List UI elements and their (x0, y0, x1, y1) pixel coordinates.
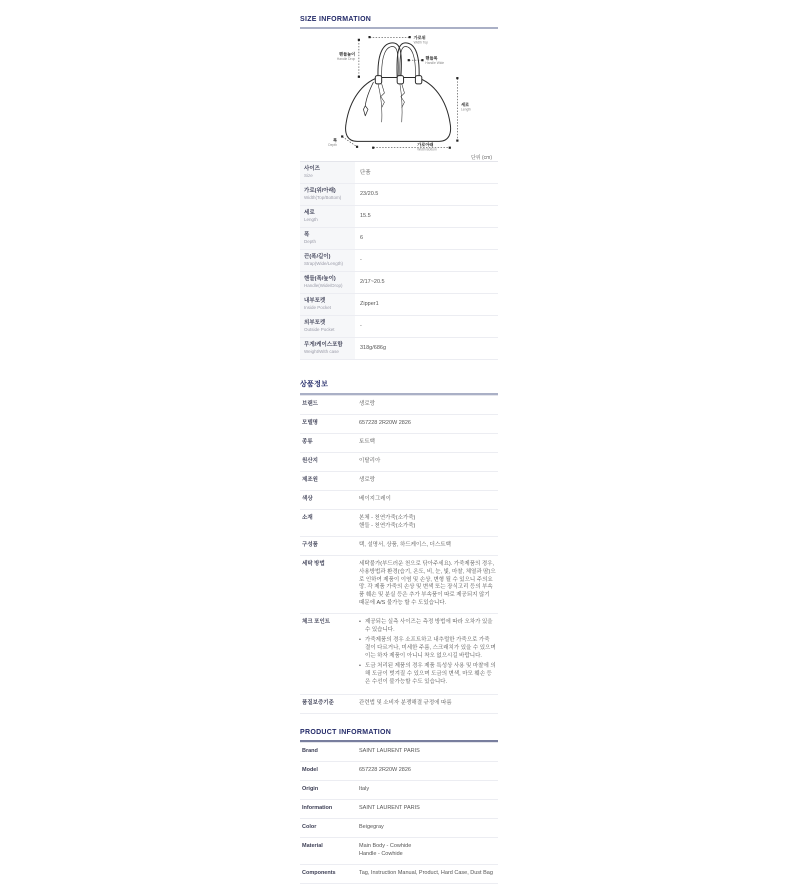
material-line-1: 본체 - 천연가죽(소가죽) (359, 514, 416, 521)
size-table (300, 161, 498, 360)
row-label: 품질보증기준 (302, 700, 334, 707)
row-label: 제조원 (302, 476, 318, 483)
row-label: Origin (302, 786, 319, 793)
row-value: 657228 2R20W 2826 (359, 419, 411, 426)
row-value: 23/20.5 (360, 191, 379, 198)
handle-drop-measure (337, 39, 360, 78)
info-row-material (300, 510, 498, 537)
row-value: 단품 (360, 170, 371, 177)
row-value: 토트백 (359, 438, 375, 445)
row-value: 베이지그레이 (359, 495, 391, 502)
row-value: 657228 2R20W 2826 (359, 767, 411, 774)
handle-wide-label-ko: 핸들폭 (425, 55, 438, 61)
row-value: Italy (359, 786, 370, 793)
row-label-ko: 끈(폭/길이) (304, 253, 331, 260)
row-value: Beigegray (359, 823, 384, 830)
size-row-depth (300, 228, 498, 250)
bullet-icon: • (359, 619, 361, 626)
product-info-ko-title: 상품정보 (300, 376, 498, 395)
bullet-icon: • (359, 663, 361, 670)
en-row-origin (300, 781, 498, 800)
row-value: 6 (360, 235, 364, 242)
row-value: 생로랑 (359, 400, 375, 407)
checkpoint-bullet-1: • 제공되는 실측 사이즈는 측정 방법에 따라 오차가 있을 수 있습니다. (359, 619, 493, 634)
row-label-en: Handle(Wide/Drop) (304, 283, 343, 289)
en-row-model (300, 762, 498, 781)
row-label-ko: 세로 (304, 209, 315, 216)
depth-label-en: Depth (328, 142, 337, 147)
row-label-en: Weight/With case (304, 349, 339, 355)
unit-label: 단위 (cm) (470, 155, 492, 161)
material-line-1: Main Body - Cowhide (359, 842, 412, 849)
row-label: 세탁 방법 (302, 560, 325, 567)
row-label: 모델명 (302, 419, 318, 426)
row-value: Zipper1 (360, 301, 379, 308)
row-label-ko: 사이즈 (304, 166, 320, 172)
row-label: 구성품 (302, 541, 318, 548)
row-value: 2/17~20.5 (360, 279, 385, 286)
info-row-type (300, 434, 498, 453)
en-row-brand (300, 743, 498, 762)
row-label-ko: 외부포켓 (304, 319, 326, 326)
info-row-brand (300, 396, 498, 415)
row-label: 원산지 (302, 457, 318, 464)
width-bottom-label-en: Width Bottom (417, 147, 437, 152)
size-row-weight (300, 338, 498, 360)
en-row-material (300, 838, 498, 865)
row-label: 종류 (302, 438, 313, 445)
row-label: 소재 (302, 514, 313, 521)
row-label: Information (302, 805, 333, 812)
size-information-title: SIZE INFORMATION (300, 13, 498, 29)
product-information-en-table (300, 742, 498, 884)
width-bottom-measure (372, 141, 451, 152)
row-value: - (360, 323, 362, 330)
row-value: SAINT LAURENT PARIS (359, 748, 420, 755)
page-content (300, 0, 498, 884)
handle-drop-label-en: Handle Drop (336, 57, 356, 62)
width-top-measure (368, 34, 428, 45)
size-row-size (300, 162, 498, 184)
width-top-label-ko: 가로위 (413, 34, 426, 40)
en-row-color (300, 819, 498, 838)
row-value: 15.5 (360, 213, 371, 220)
bag-illustration (307, 31, 491, 155)
handle-wide-measure (408, 54, 445, 65)
row-label: Brand (302, 748, 318, 755)
info-row-warranty (300, 695, 498, 714)
row-value: - (360, 257, 362, 264)
row-label-en: Strap(Wide/Length) (304, 261, 344, 267)
info-row-color (300, 491, 498, 510)
info-row-origin (300, 453, 498, 472)
handle-wide-label-en: Handle Wide (425, 60, 445, 65)
info-row-model (300, 415, 498, 434)
checkpoint-bullet-2: • 가죽제품의 경우 소프트하고 내추럴한 가죽으로 가죽 결이 다르거나, 미세한 주름, 스크래치가 있을 수 있으며 이는 하자 제품이 아니니 착오 없으시길 바랍니다. (359, 637, 496, 660)
row-value: SAINT LAURENT PARIS (359, 805, 420, 812)
product-information-en-title: PRODUCT INFORMATION (300, 726, 498, 742)
checkpoint-bullet-3: • 도금 처리된 제품의 경우 제품 특성상 사용 및 마찰에 의해 도금이 벗겨질 수 있으며 도금의 변색, 마모 훼손 등은 수선이 불가능할 수도 있습니다. (359, 663, 496, 686)
size-row-handle (300, 272, 498, 294)
row-label-en: Width(Top/Bottom) (304, 195, 342, 201)
en-row-information (300, 800, 498, 819)
row-label-ko: 핸들(폭/높이) (304, 275, 336, 282)
info-row-washing (300, 556, 498, 615)
row-label-en: Inside Pocket (304, 305, 332, 311)
info-row-manufacturer (300, 472, 498, 491)
width-bottom-label-ko: 가로아래 (417, 141, 434, 147)
row-label: 체크 포인트 (302, 619, 331, 626)
row-label: Model (302, 767, 318, 774)
bullet-icon: • (359, 637, 361, 644)
size-row-strap (300, 250, 498, 272)
size-row-width (300, 184, 498, 206)
row-label-en: Outside Pocket (304, 327, 335, 333)
row-label-ko: 가로(위/아래) (304, 187, 336, 194)
size-row-length (300, 206, 498, 228)
row-label-en: Size (304, 173, 313, 179)
product-info-ko-table (300, 395, 498, 714)
row-label: 브랜드 (302, 400, 318, 407)
row-label-en: Depth (304, 239, 317, 245)
info-row-components (300, 537, 498, 556)
en-row-components (300, 865, 498, 884)
row-label: Material (302, 842, 323, 849)
row-value: 관련법 및 소비자 분쟁해결 규정에 따름 (359, 700, 452, 707)
length-label-ko: 세로 (461, 101, 470, 107)
size-row-inside-pocket (300, 294, 498, 316)
row-label: Color (302, 823, 317, 830)
width-top-label-en: Width Top (413, 40, 429, 45)
row-value: Tag, Instruction Manual, Product, Hard Case, Dust Bag (359, 869, 493, 876)
row-value: 이탈리아 (359, 457, 381, 464)
info-row-checkpoint (300, 614, 498, 695)
bag-size-diagram (300, 31, 498, 161)
row-value: 생로랑 (359, 476, 375, 483)
material-line-2: 핸들 - 천연가죽(소가죽) (359, 522, 416, 529)
length-measure (456, 77, 471, 142)
size-row-outside-pocket (300, 316, 498, 338)
row-label-en: Length (304, 217, 318, 223)
row-value: 318g/686g (360, 345, 386, 352)
row-label-ko: 무게/케이스포함 (304, 341, 343, 348)
row-value: 택, 설명서, 상품, 하드케이스, 더스트백 (359, 541, 451, 548)
handle-drop-label-ko: 핸들높이 (339, 51, 356, 57)
material-line-2: Handle - Cowhide (359, 850, 403, 857)
row-label-ko: 폭 (304, 231, 310, 238)
depth-label-ko: 폭 (332, 137, 337, 143)
row-label: 색상 (302, 495, 313, 502)
length-label-en: Length (461, 107, 471, 112)
row-label: Components (302, 869, 336, 876)
row-label-ko: 내부포켓 (304, 297, 326, 304)
row-value: 세탁불가(부드러운 천으로 닦아주세요). 가죽제품의 경우, 사용방법과 환경(습기, 온도, 비, 눈, 빛, 마찰, 체열과 땀)으로 인하여 제품이 이염 및 손상, 변형 될 수 있으니 주의요망. 각 제품 가죽의 손상 및 변색 또는 장식고리 등의 부속품 훼손 및 분실 등은 추가 부속품이 따로 제공되지 않기 때문에 A/S 불가능 할 수 도있습니다. (359, 560, 496, 607)
